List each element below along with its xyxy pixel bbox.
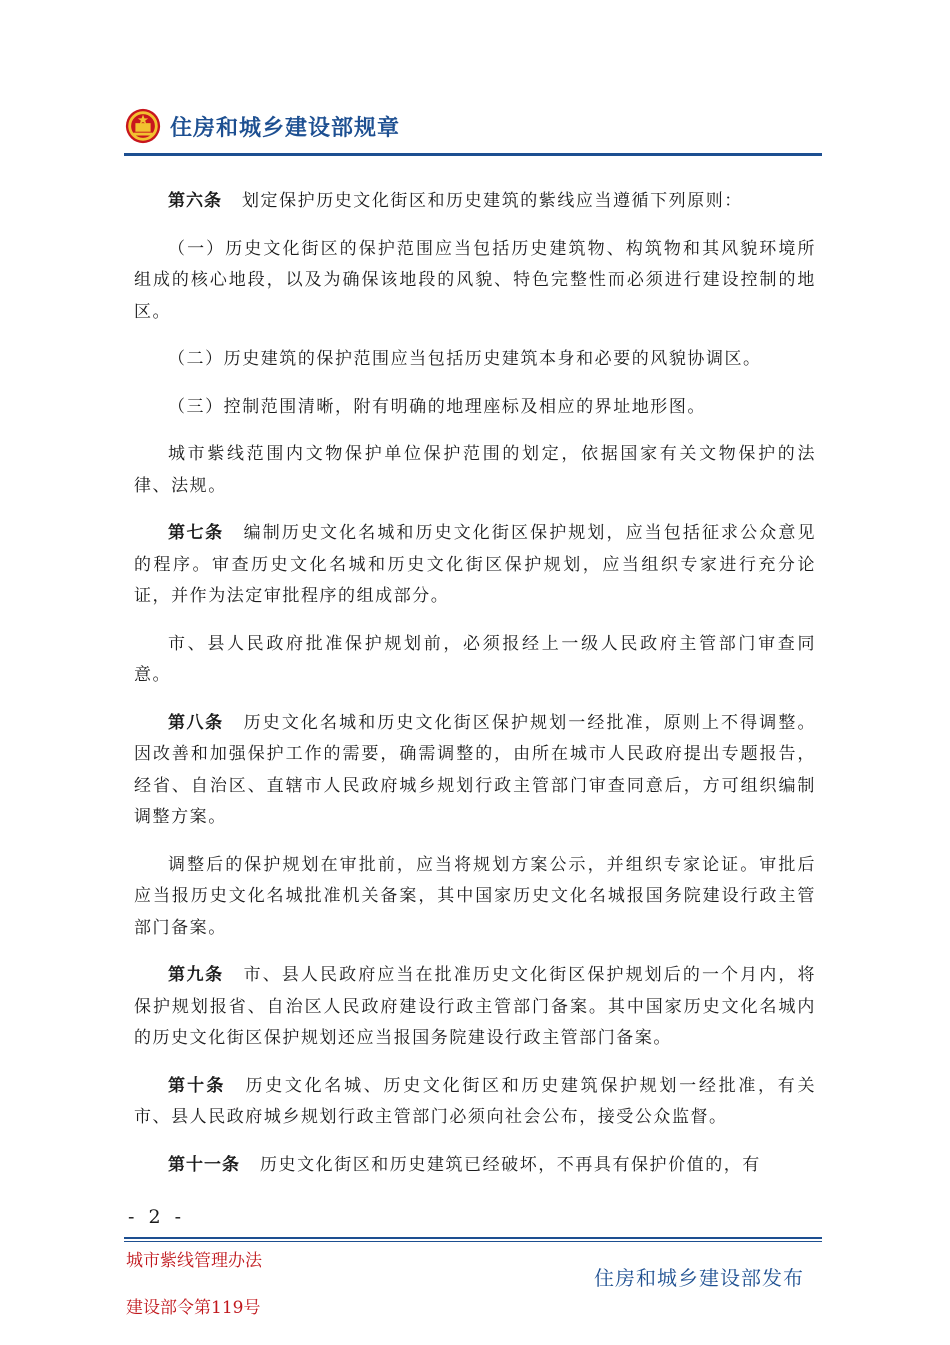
document-body bbox=[134, 186, 816, 1193]
clause-text: 调整后的保护规划在审批前，应当将规划方案公示，并组织专家论证。审批后应当报历史文化名城批准机关备案，其中国家历史文化名城报国务院建设行政主管部门备案。 bbox=[134, 854, 816, 938]
article-text: 历史文化名城和历史文化街区保护规划一经批准，原则上不得调整。因改善和加强保护工作的需要，确需调整的，由所在城市人民政府提出专题报告，经省、自治区、直辖市人民政府城乡规划行政主管部门审查同意后，方可组织编制调整方案。 bbox=[134, 712, 816, 827]
clause-text: 城市紫线范围内文物保护单位保护范围的划定，依据国家有关文物保护的法律、法规。 bbox=[134, 444, 816, 496]
article-label: 第十一条 bbox=[168, 1154, 240, 1175]
article-text: 划定保护历史文化街区和历史建筑的紫线应当遵循下列原则： bbox=[242, 191, 743, 211]
header-divider bbox=[124, 153, 822, 156]
article-label: 第八条 bbox=[168, 712, 224, 733]
clause-text: 市、县人民政府批准保护规划前，必须报经上一级人民政府主管部门审查同意。 bbox=[134, 633, 816, 685]
article-paragraph bbox=[134, 1071, 816, 1134]
footer-divider bbox=[124, 1237, 822, 1239]
article-label: 第十条 bbox=[168, 1075, 226, 1096]
article-text: 历史文化街区和历史建筑已经破坏，不再具有保护价值的，有 bbox=[260, 1154, 761, 1175]
article-label: 第九条 bbox=[168, 965, 224, 985]
article-paragraph bbox=[134, 1150, 816, 1182]
clause-paragraph bbox=[134, 850, 816, 945]
clause-text: （二）历史建筑的保护范围应当包括历史建筑本身和必要的风貌协调区。 bbox=[168, 349, 762, 369]
article-label: 第七条 bbox=[168, 523, 224, 543]
article-paragraph bbox=[134, 186, 816, 218]
page-header bbox=[124, 104, 400, 148]
article-paragraph bbox=[134, 708, 816, 834]
clause-text: （一）历史文化街区的保护范围应当包括历史建筑物、构筑物和其风貌环境所组成的核心地段，以及为确保该地段的风貌、特色完整性而必须进行建设控制的地区。 bbox=[134, 238, 816, 322]
clause-paragraph bbox=[134, 629, 816, 692]
article-text: 编制历史文化名城和历史文化街区保护规划，应当包括征求公众意见的程序。审查历史文化名城和历史文化街区保护规划，应当组织专家进行充分论证，并作为法定审批程序的组成部分。 bbox=[134, 523, 816, 606]
page-number: - 2 - bbox=[128, 1206, 186, 1228]
national-emblem-icon bbox=[124, 107, 162, 145]
clause-paragraph bbox=[134, 439, 816, 502]
article-label: 第六条 bbox=[168, 191, 222, 211]
clause-paragraph bbox=[134, 392, 816, 424]
footer-doc-title: 城市紫线管理办法 bbox=[126, 1251, 262, 1271]
article-text: 市、县人民政府应当在批准历史文化街区保护规划后的一个月内，将保护规划报省、自治区人民政府建设行政主管部门备案。其中国家历史文化名城内的历史文化街区保护规划还应当报国务院建设行政主管部门备案。 bbox=[134, 965, 816, 1048]
header-title: 住房和城乡建设部规章 bbox=[170, 115, 401, 141]
article-text: 历史文化名城、历史文化街区和历史建筑保护规划一经批准，有关市、县人民政府城乡规划行政主管部门必须向社会公布，接受公众监督。 bbox=[134, 1075, 817, 1127]
clause-text: （三）控制范围清晰，附有明确的地理座标及相应的界址地形图。 bbox=[168, 396, 706, 417]
footer-doc-number: 建设部令第119号 bbox=[126, 1298, 261, 1318]
footer-publisher: 住房和城乡建设部发布 bbox=[594, 1266, 804, 1290]
article-paragraph bbox=[134, 960, 816, 1055]
clause-paragraph bbox=[134, 234, 816, 329]
clause-paragraph bbox=[134, 344, 816, 376]
footer-divider-thin bbox=[124, 1241, 822, 1242]
article-paragraph bbox=[134, 518, 816, 613]
